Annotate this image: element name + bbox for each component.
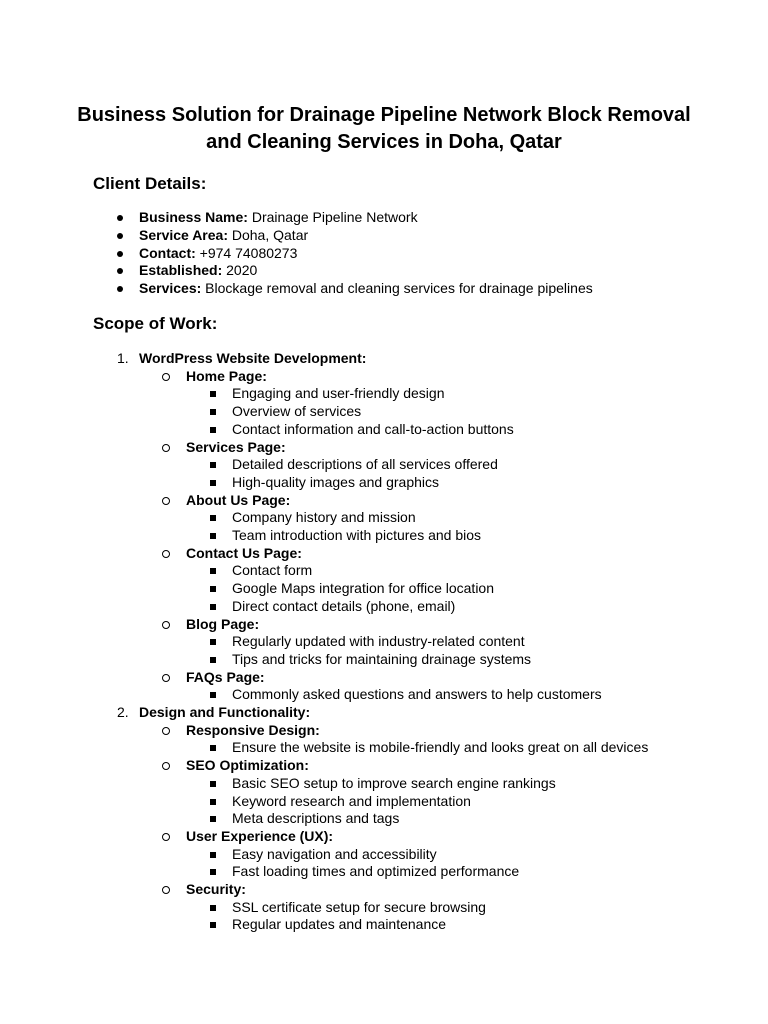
hollow-bullet-icon xyxy=(162,373,170,381)
list-item: Ensure the website is mobile-friendly and looks great on all devices xyxy=(232,739,649,756)
list-item: High-quality images and graphics xyxy=(232,473,439,490)
square-bullet-icon xyxy=(210,586,216,592)
hollow-bullet-icon xyxy=(162,674,170,682)
client-detail-item xyxy=(139,262,257,279)
section-title: WordPress Website Development: xyxy=(139,350,367,366)
square-bullet-icon xyxy=(210,799,216,805)
subsection-title: Security: xyxy=(186,881,246,897)
client-detail-label: Service Area: xyxy=(139,226,228,243)
list-item: Company history and mission xyxy=(232,509,416,526)
subsection-title: User Experience (UX): xyxy=(186,827,334,844)
square-bullet-icon xyxy=(210,533,216,539)
list-item: Google Maps integration for office location xyxy=(232,580,495,597)
client-detail-item xyxy=(139,209,418,226)
subsection-title: Services Page: xyxy=(186,438,286,455)
list-item: Easy navigation and accessibility xyxy=(232,845,437,862)
bullet-icon xyxy=(117,251,123,257)
client-detail-label: Business Name: xyxy=(139,209,248,225)
square-bullet-icon xyxy=(210,604,216,610)
list-item: Fast loading times and optimized performance xyxy=(232,863,520,880)
square-bullet-icon xyxy=(210,852,216,858)
list-item: Engaging and user-friendly design xyxy=(232,385,445,402)
list-item: Team introduction with pictures and bios xyxy=(232,527,482,543)
client-detail-item xyxy=(139,245,297,262)
list-item: Overview of services xyxy=(232,403,362,420)
square-bullet-icon xyxy=(210,462,216,468)
client-detail-value: Blockage removal and cleaning services for drainage pipelines xyxy=(201,280,593,297)
list-item: Tips and tricks for maintaining drainage systems xyxy=(232,650,532,667)
hollow-bullet-icon xyxy=(162,444,170,452)
client-detail-label: Services: xyxy=(139,280,202,297)
bullet-icon xyxy=(117,286,123,292)
document-title: Business Solution for Drainage Pipeline Network Block Removal and Cleaning Services in Doha, Qatar xyxy=(77,104,691,153)
client-detail-item xyxy=(139,227,308,244)
square-bullet-icon xyxy=(210,391,216,397)
client-detail-value: Doha, Qatar xyxy=(227,226,309,243)
list-item: Contact information and call-to-action buttons xyxy=(232,420,514,437)
section-title: Design and Functionality: xyxy=(139,704,311,720)
subsection-title: Home Page: xyxy=(186,367,267,384)
square-bullet-icon xyxy=(210,409,216,415)
client-detail-value: 2020 xyxy=(222,262,258,279)
list-item: Regular updates and maintenance xyxy=(232,916,447,933)
square-bullet-icon xyxy=(210,639,216,645)
square-bullet-icon xyxy=(210,869,216,875)
client-detail-label: Established: xyxy=(139,262,223,279)
subsection-title: About Us Page: xyxy=(186,491,291,508)
square-bullet-icon xyxy=(210,568,216,574)
list-item: Direct contact details (phone, email) xyxy=(232,597,456,614)
hollow-bullet-icon xyxy=(162,727,170,735)
bullet-icon xyxy=(117,233,123,239)
subsection-title: Blog Page: xyxy=(186,615,260,632)
hollow-bullet-icon xyxy=(162,833,170,841)
square-bullet-icon xyxy=(210,816,216,822)
hollow-bullet-icon xyxy=(162,621,170,629)
square-bullet-icon xyxy=(210,781,216,787)
list-item: Regularly updated with industry-related content xyxy=(232,633,525,650)
square-bullet-icon xyxy=(210,480,216,486)
square-bullet-icon xyxy=(210,745,216,751)
hollow-bullet-icon xyxy=(162,886,170,894)
subsection-title: FAQs Page: xyxy=(186,668,265,685)
client-detail-label: Contact: xyxy=(139,244,196,261)
scope-of-work-heading: Scope of Work: xyxy=(93,314,218,333)
subsection-title: SEO Optimization: xyxy=(186,757,309,774)
square-bullet-icon xyxy=(210,905,216,911)
section-number: 2. xyxy=(117,704,129,720)
list-item: Commonly asked questions and answers to help customers xyxy=(232,686,602,703)
square-bullet-icon xyxy=(210,657,216,663)
bullet-icon xyxy=(117,268,123,274)
client-detail-value: +974 74080273 xyxy=(195,244,298,261)
square-bullet-icon xyxy=(210,922,216,928)
list-item: Contact form xyxy=(232,562,313,579)
client-detail-item xyxy=(139,280,593,297)
square-bullet-icon xyxy=(210,427,216,433)
hollow-bullet-icon xyxy=(162,550,170,558)
square-bullet-icon xyxy=(210,515,216,521)
subsection-title: Responsive Design: xyxy=(186,721,320,738)
square-bullet-icon xyxy=(210,692,216,698)
bullet-icon xyxy=(117,215,123,221)
list-item: Basic SEO setup to improve search engine rankings xyxy=(232,774,556,791)
list-item: Keyword research and implementation xyxy=(232,792,471,809)
hollow-bullet-icon xyxy=(162,762,170,770)
list-item: SSL certificate setup for secure browsing xyxy=(232,898,486,915)
section-number: 1. xyxy=(117,350,129,366)
list-item: Meta descriptions and tags xyxy=(232,810,400,827)
client-details-heading: Client Details: xyxy=(93,174,207,193)
list-item: Detailed descriptions of all services offered xyxy=(232,456,498,473)
subsection-title: Contact Us Page: xyxy=(186,544,302,561)
hollow-bullet-icon xyxy=(162,497,170,505)
client-detail-value: Drainage Pipeline Network xyxy=(247,209,418,225)
